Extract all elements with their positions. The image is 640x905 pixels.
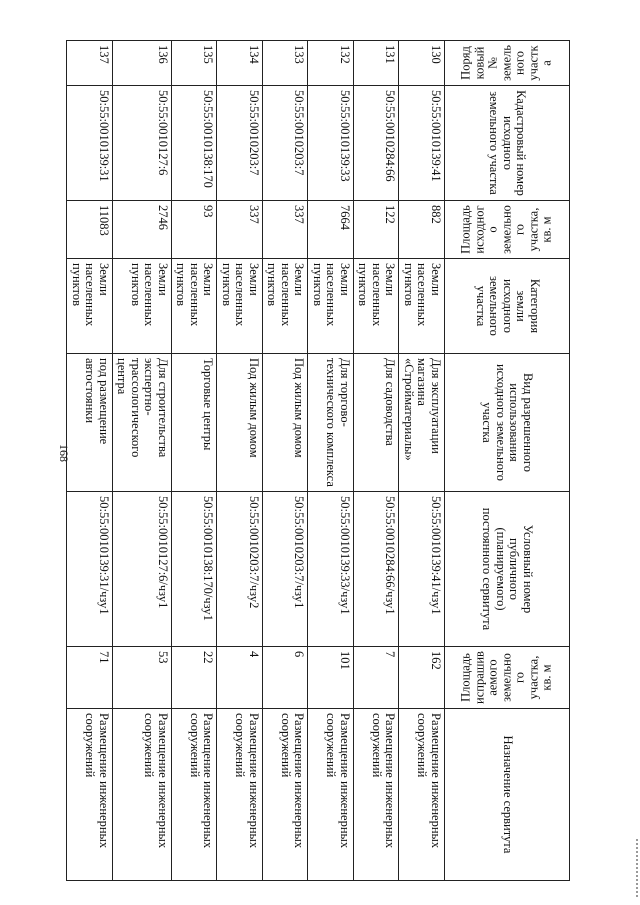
header-cell: Категория земли исходного земельного участка bbox=[445, 259, 570, 354]
requested-area: 7 bbox=[354, 647, 400, 709]
cadastral-number: 50:55:0010139:31 bbox=[67, 86, 113, 201]
row-number: 135 bbox=[172, 41, 218, 86]
table-row bbox=[172, 41, 218, 881]
servitude-number: 50:55:0010139:31/чзу1 bbox=[67, 492, 113, 647]
source-area: 337 bbox=[263, 201, 309, 259]
servitude-number: 50:55:0010284:66/чзу1 bbox=[354, 492, 400, 647]
permitted-use: Для торгово-технического комплекса bbox=[308, 354, 354, 492]
row-number: 130 bbox=[399, 41, 445, 86]
land-category: Земли населенных пунктов bbox=[399, 259, 445, 354]
requested-area: 53 bbox=[113, 647, 172, 709]
permitted-use: Для эксплуатации магазина «Стройматериалы» bbox=[399, 354, 445, 492]
requested-area: 4 bbox=[217, 647, 263, 709]
servitude-number: 50:55:0010203:7/чзу2 bbox=[217, 492, 263, 647]
header-cell: Кадастровый номер исходного земельного участка bbox=[445, 86, 570, 201]
permitted-use: Для садоводства bbox=[354, 354, 400, 492]
table-row bbox=[263, 41, 309, 881]
source-area: 11083 bbox=[67, 201, 113, 259]
table-row bbox=[308, 41, 354, 881]
source-area: 7664 bbox=[308, 201, 354, 259]
cadastral-number: 50:55:0010139:33 bbox=[308, 86, 354, 201]
requested-area: 71 bbox=[67, 647, 113, 709]
land-category: Земли населенных пунктов bbox=[263, 259, 309, 354]
servitude-number: 50:55:0010203:7/чзу1 bbox=[263, 492, 309, 647]
scan-edge-mark bbox=[636, 839, 638, 899]
cadastral-number: 50:55:0010203:7 bbox=[217, 86, 263, 201]
row-number: 137 bbox=[67, 41, 113, 86]
row-number: 136 bbox=[113, 41, 172, 86]
requested-area: 22 bbox=[172, 647, 218, 709]
header-cell: Вид разрешенного использования исходного земельного участка bbox=[445, 354, 570, 492]
row-number: 134 bbox=[217, 41, 263, 86]
table-row bbox=[217, 41, 263, 881]
servitude-purpose: Размещение инженерных сооружений bbox=[263, 709, 309, 881]
land-category: Земли населенных пунктов bbox=[217, 259, 263, 354]
land-category: Земли населенных пунктов bbox=[308, 259, 354, 354]
table-row bbox=[67, 41, 113, 881]
servitude-table-wrapper bbox=[70, 40, 570, 880]
requested-area: 6 bbox=[263, 647, 309, 709]
source-area: 122 bbox=[354, 201, 400, 259]
permitted-use: Для строительства экспертно-трассологического центра bbox=[113, 354, 172, 492]
table-row bbox=[399, 41, 445, 881]
source-area: 882 bbox=[399, 201, 445, 259]
servitude-purpose: Размещение инженерных сооружений bbox=[113, 709, 172, 881]
servitude-purpose: Размещение инженерных сооружений bbox=[399, 709, 445, 881]
header-cell: Порядковый № земельного участка bbox=[445, 41, 570, 86]
cadastral-number: 50:55:0010138:170 bbox=[172, 86, 218, 201]
servitude-purpose: Размещение инженерных сооружений bbox=[354, 709, 400, 881]
table-row bbox=[113, 41, 172, 881]
servitude-number: 50:55:0010138:170/чзу1 bbox=[172, 492, 218, 647]
source-area: 337 bbox=[217, 201, 263, 259]
cadastral-number: 50:55:0010139:41 bbox=[399, 86, 445, 201]
row-number: 132 bbox=[308, 41, 354, 86]
servitude-purpose: Размещение инженерных сооружений bbox=[308, 709, 354, 881]
cadastral-number: 50:55:0010127:6 bbox=[113, 86, 172, 201]
servitude-table bbox=[67, 40, 571, 881]
requested-area: 101 bbox=[308, 647, 354, 709]
table-header-row bbox=[445, 41, 570, 881]
requested-area: 162 bbox=[399, 647, 445, 709]
page-number: 168 bbox=[57, 444, 71, 462]
header-cell: Площадь исходного земельного участка, кв. м bbox=[445, 201, 570, 259]
row-number: 131 bbox=[354, 41, 400, 86]
servitude-purpose: Размещение инженерных сооружений bbox=[172, 709, 218, 881]
servitude-number: 50:55:0010139:41/чзу1 bbox=[399, 492, 445, 647]
land-category: Земли населенных пунктов bbox=[172, 259, 218, 354]
land-category: Земли населенных пунктов bbox=[113, 259, 172, 354]
permitted-use: Под жилым домом bbox=[263, 354, 309, 492]
row-number: 133 bbox=[263, 41, 309, 86]
permitted-use: под размещение автостоянки bbox=[67, 354, 113, 492]
table-row bbox=[354, 41, 400, 881]
cadastral-number: 50:55:0010203:7 bbox=[263, 86, 309, 201]
header-cell: Условный номер публичного (планируемого) постоянного сервитута bbox=[445, 492, 570, 647]
cadastral-number: 50:55:0010284:66 bbox=[354, 86, 400, 201]
source-area: 2746 bbox=[113, 201, 172, 259]
land-category: Земли населенных пунктов bbox=[354, 259, 400, 354]
servitude-number: 50:55:0010127:6/чзу1 bbox=[113, 492, 172, 647]
land-category: Земли населенных пунктов bbox=[67, 259, 113, 354]
servitude-purpose: Размещение инженерных сооружений bbox=[67, 709, 113, 881]
permitted-use: Под жилым домом bbox=[217, 354, 263, 492]
header-cell: Назначение сервитута bbox=[445, 709, 570, 881]
source-area: 93 bbox=[172, 201, 218, 259]
servitude-purpose: Размещение инженерных сооружений bbox=[217, 709, 263, 881]
header-cell: Площадь испрашиваемого земельного участка, кв. м bbox=[445, 647, 570, 709]
servitude-number: 50:55:0010139:33/чзу1 bbox=[308, 492, 354, 647]
permitted-use: Торговые центры bbox=[172, 354, 218, 492]
